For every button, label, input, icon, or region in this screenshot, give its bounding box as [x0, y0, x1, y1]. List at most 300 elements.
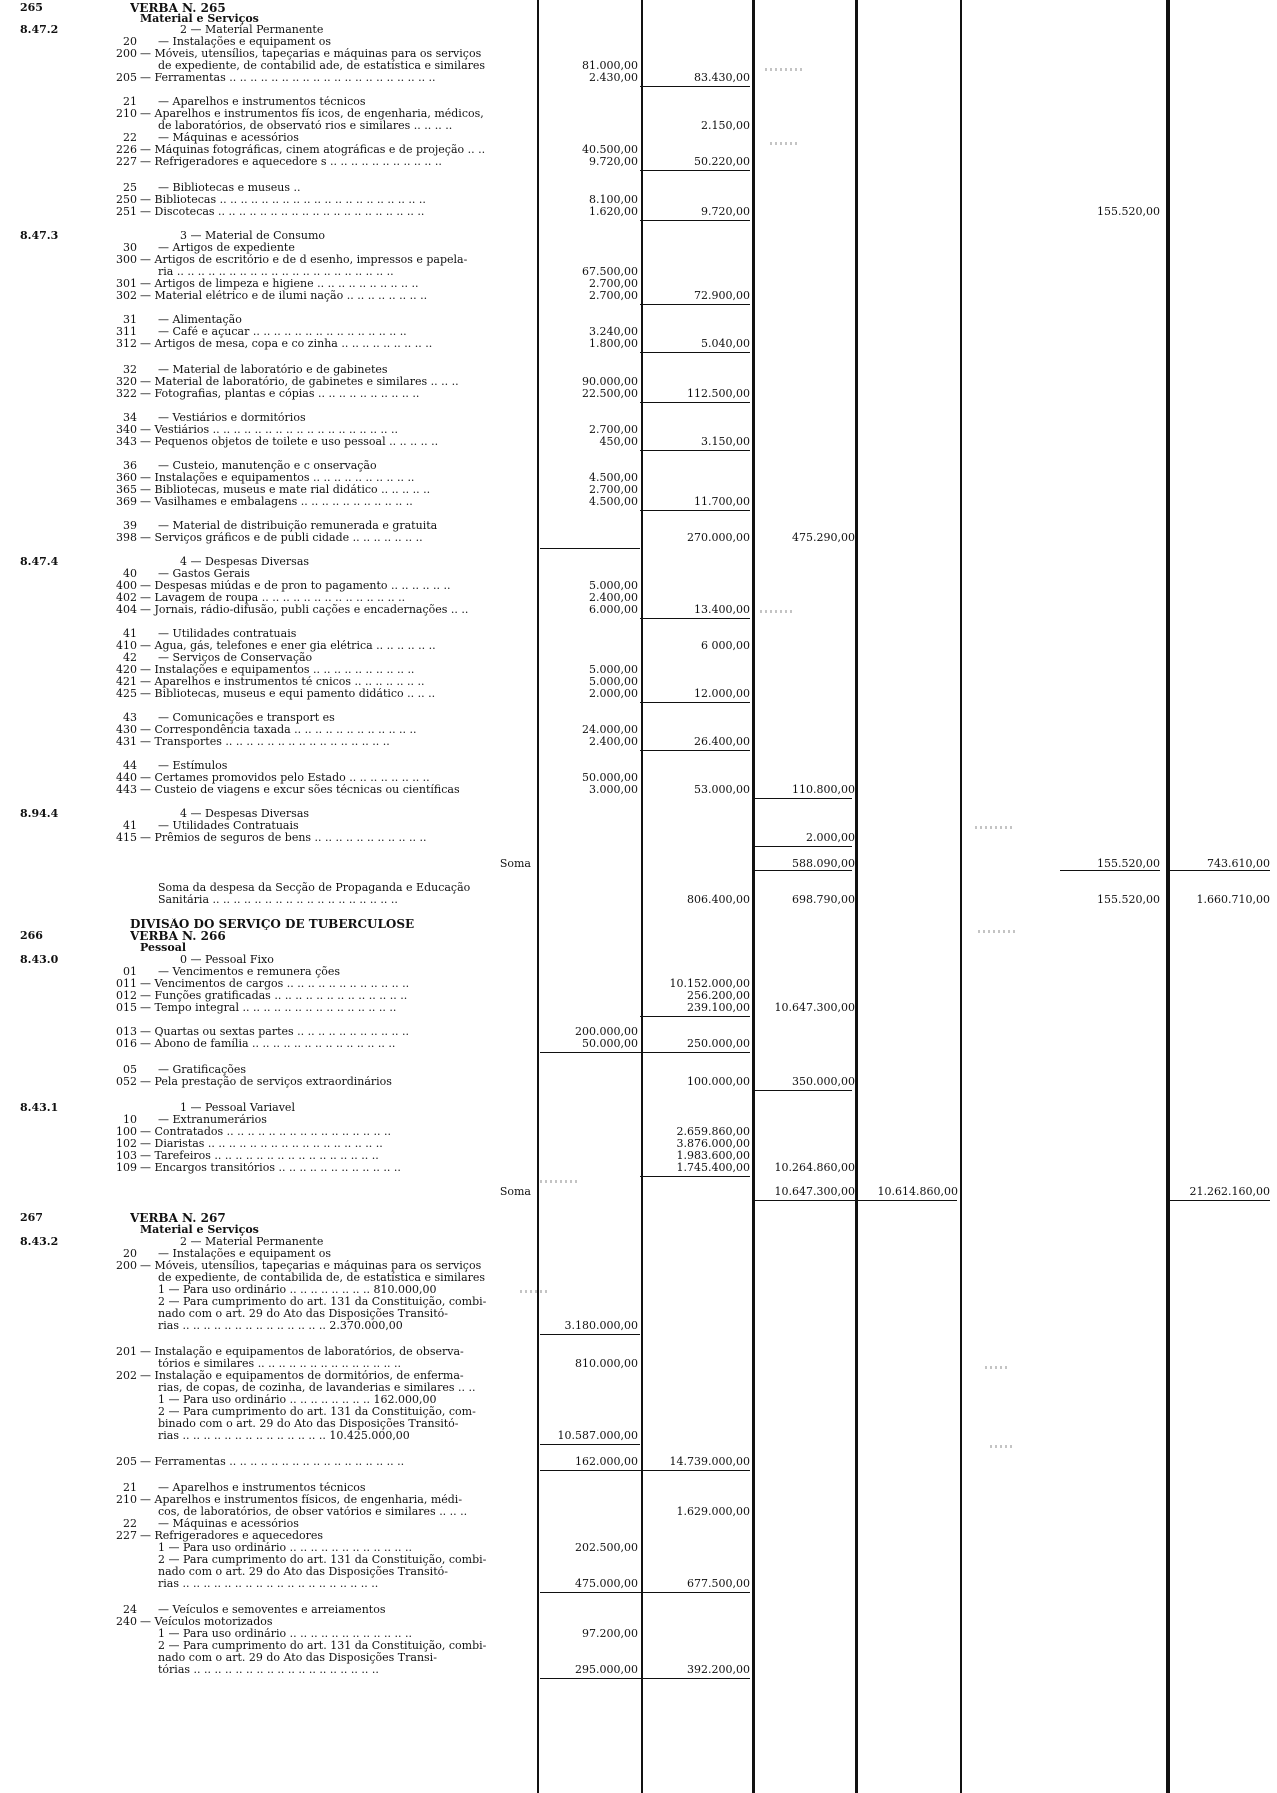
ledger-row — [0, 1284, 1277, 1296]
ledger-row — [0, 1430, 1277, 1442]
subtotal-rule — [640, 702, 750, 703]
item-description: rias .. .. .. .. .. .. .. .. .. .. .. .. .. .. .. .. .. .. .. — [158, 1578, 379, 1590]
item-code: 360 — [116, 471, 137, 484]
item-description: — Aparelhos e instrumentos fís icos, de engenharia, médicos, — [140, 108, 484, 120]
item-description: — Certames promovidos pelo Estado .. .. .. .. .. .. .. .. — [140, 772, 430, 784]
amount-v3: 10.614.860,00 — [877, 1185, 958, 1198]
ledger-row — [0, 1320, 1277, 1332]
amount-v2: 10.264.860,00 — [774, 1161, 855, 1174]
ledger-row — [0, 472, 1277, 484]
item-code: 20 — [123, 35, 137, 48]
amount-v0: 9.720,00 — [589, 155, 638, 168]
ledger-row — [0, 1026, 1277, 1038]
amount-v1: 100.000,00 — [687, 1075, 750, 1088]
ledger-row — [0, 266, 1277, 278]
item-code: 369 — [116, 495, 137, 508]
amount-v0: 50.000,00 — [582, 1037, 638, 1050]
item-code: 312 — [116, 337, 137, 350]
item-code: 320 — [116, 375, 137, 388]
item-description: 2 — Para cumprimento do art. 131 da Constituição, combi- — [158, 1296, 487, 1308]
ledger-row — [0, 460, 1277, 472]
item-description: — Bibliotecas, museus e mate rial didático .. .. .. .. .. — [140, 484, 431, 496]
scan-noise — [540, 1180, 580, 1183]
item-code: 340 — [116, 423, 137, 436]
ledger-row — [0, 1370, 1277, 1382]
amount-v2: 110.800,00 — [792, 783, 855, 796]
item-description: — Aparelhos e instrumentos técnicos — [158, 1482, 366, 1494]
ledger-row — [0, 484, 1277, 496]
ledger-row — [0, 918, 1277, 930]
item-code: 41 — [123, 627, 137, 640]
subtotal-rule — [640, 402, 750, 403]
item-code: 226 — [116, 143, 137, 156]
amount-v0: 22.500,00 — [582, 387, 638, 400]
ledger-row — [0, 1002, 1277, 1014]
ledger-row — [0, 108, 1277, 120]
item-code: 202 — [116, 1369, 137, 1382]
item-description: Soma da despesa da Secção de Propaganda e Educação — [158, 882, 471, 894]
ledger-row — [0, 820, 1277, 832]
amount-v0: 295.000,00 — [575, 1663, 638, 1676]
ledger-row — [0, 1406, 1277, 1418]
item-description: binado com o art. 29 do Ato das Disposições Transitó- — [158, 1418, 459, 1430]
ledger-row — [0, 978, 1277, 990]
section-ref: 8.43.2 — [20, 1235, 59, 1248]
ledger-row — [0, 882, 1277, 894]
ledger-row — [0, 194, 1277, 206]
subtotal-rule — [1170, 870, 1270, 871]
ledger-row — [0, 290, 1277, 302]
amount-v4: 155.520,00 — [1097, 857, 1160, 870]
ledger-row — [0, 736, 1277, 748]
item-code: 365 — [116, 483, 137, 496]
item-code: 20 — [123, 1247, 137, 1260]
amount-v0: 6.000,00 — [589, 603, 638, 616]
ledger-row — [0, 712, 1277, 724]
ledger-row — [0, 1308, 1277, 1320]
item-description: — Abono de família .. .. .. .. .. .. .. .. .. .. .. .. .. .. — [140, 1038, 396, 1050]
item-description: — Artigos de escritório e de d esenho, impressos e papela- — [140, 254, 468, 266]
scan-noise — [990, 1445, 1015, 1448]
item-code: 205 — [116, 1455, 137, 1468]
ledger-row — [0, 1542, 1277, 1554]
ledger-row — [0, 640, 1277, 652]
ledger-row — [0, 144, 1277, 156]
item-code: 240 — [116, 1615, 137, 1628]
ledger-row — [0, 1494, 1277, 1506]
amount-v0: 8.100,00 — [589, 193, 638, 206]
amount-v1: 11.700,00 — [694, 495, 750, 508]
amount-v1: 13.400,00 — [694, 603, 750, 616]
item-description: VERBA N. 267 — [130, 1212, 226, 1224]
item-code: 102 — [116, 1137, 137, 1150]
item-description: — Transportes .. .. .. .. .. .. .. .. .. .. .. .. .. .. .. .. — [140, 736, 390, 748]
item-description: de laboratórios, de observató rios e similares .. .. .. .. — [158, 120, 453, 132]
item-description: 2 — Para cumprimento do art. 131 da Constituição, combi- — [158, 1640, 487, 1652]
amount-v0: 3.180.000,00 — [564, 1319, 638, 1332]
item-description: — Correspondência taxada .. .. .. .. .. .. .. .. .. .. .. .. — [140, 724, 417, 736]
subtotal-rule — [640, 618, 750, 619]
item-code: 200 — [116, 1259, 137, 1272]
item-code: 311 — [116, 325, 137, 338]
item-description: — Tempo integral .. .. .. .. .. .. .. .. .. .. .. .. .. .. .. — [140, 1002, 397, 1014]
ledger-row — [0, 376, 1277, 388]
item-description: nado com o art. 29 do Ato das Disposições Transi- — [158, 1652, 437, 1664]
item-description: Soma — [499, 1186, 531, 1198]
ledger-row — [0, 1394, 1277, 1406]
subtotal-rule — [540, 1592, 750, 1593]
item-code: 322 — [116, 387, 137, 400]
item-description: Soma — [499, 858, 531, 870]
item-description: — Estímulos — [158, 760, 228, 772]
amount-v0: 4.500,00 — [589, 471, 638, 484]
amount-v1: 2.659.860,00 — [676, 1125, 750, 1138]
ledger-row — [0, 24, 1277, 36]
ledger-row — [0, 1296, 1277, 1308]
item-description: — Extranumerários — [158, 1114, 267, 1126]
amount-v1: 1.745.400,00 — [676, 1161, 750, 1174]
amount-v0: 5.000,00 — [589, 675, 638, 688]
amount-v0: 5.000,00 — [589, 579, 638, 592]
item-description: — Vestiários e dormitórios — [158, 412, 306, 424]
ledger-row — [0, 1616, 1277, 1628]
ledger-row — [0, 1064, 1277, 1076]
ledger-row — [0, 1162, 1277, 1174]
item-description: — Aparelhos e instrumentos físicos, de engenharia, médi- — [140, 1494, 463, 1506]
amount-v4: 155.520,00 — [1097, 205, 1160, 218]
amount-v0: 2.700,00 — [589, 423, 638, 436]
amount-v1: 3.150,00 — [701, 435, 750, 448]
item-code: 205 — [116, 71, 137, 84]
item-code: 420 — [116, 663, 137, 676]
amount-v0: 81.000,00 — [582, 59, 638, 72]
item-code: 109 — [116, 1161, 137, 1174]
amount-v1: 10.152.000,00 — [669, 977, 750, 990]
item-code: 013 — [116, 1025, 137, 1038]
amount-v0: 97.200,00 — [582, 1627, 638, 1640]
section-ref: 267 — [20, 1211, 43, 1224]
amount-v0: 810.000,00 — [575, 1357, 638, 1370]
ledger-row — [0, 1236, 1277, 1248]
item-description: — Encargos transitórios .. .. .. .. .. .. .. .. .. .. .. .. — [140, 1162, 401, 1174]
item-description: — Instalação e equipamentos de dormitórios, de enferma- — [140, 1370, 464, 1382]
ledger-row — [0, 1260, 1277, 1272]
amount-v0: 162.000,00 — [575, 1455, 638, 1468]
ledger-row — [0, 942, 1277, 954]
amount-v0: 2.700,00 — [589, 277, 638, 290]
ledger-row — [0, 1248, 1277, 1260]
ledger-row — [0, 1518, 1277, 1530]
ledger-row — [0, 72, 1277, 84]
item-code: 410 — [116, 639, 137, 652]
item-code: 32 — [123, 363, 137, 376]
amount-v4: 155.520,00 — [1097, 893, 1160, 906]
item-description: — Custeio de viagens e excur sões técnicas ou científicas — [140, 784, 460, 796]
item-code: 31 — [123, 313, 137, 326]
ledger-row — [0, 1126, 1277, 1138]
ledger-row — [0, 1664, 1277, 1676]
item-description: DIVISÃO DO SERVIÇO DE TUBERCULOSE — [130, 918, 415, 930]
item-code: 201 — [116, 1345, 137, 1358]
item-code: 016 — [116, 1037, 137, 1050]
subtotal-rule — [752, 798, 852, 799]
subtotal-rule — [752, 846, 852, 847]
amount-v1: 392.200,00 — [687, 1663, 750, 1676]
item-description: — Móveis, utensílios, tapeçarias e máquinas para os serviços — [140, 48, 482, 60]
subtotal-rule — [640, 1016, 750, 1017]
ledger-row — [0, 424, 1277, 436]
ledger-row — [0, 760, 1277, 772]
ledger-row — [0, 182, 1277, 194]
ledger-row — [0, 1038, 1277, 1050]
ledger-row — [0, 1530, 1277, 1542]
item-description: — Máquinas e acessórios — [158, 1518, 299, 1530]
item-code: 103 — [116, 1149, 137, 1162]
item-code: 01 — [123, 965, 137, 978]
ledger-row — [0, 1640, 1277, 1652]
subtotal-rule — [540, 1334, 640, 1335]
item-code: 39 — [123, 519, 137, 532]
ledger-row — [0, 1482, 1277, 1494]
ledger-row — [0, 930, 1277, 942]
amount-v1: 5.040,00 — [701, 337, 750, 350]
amount-v1: 2.150,00 — [701, 119, 750, 132]
ledger-row — [0, 604, 1277, 616]
amount-v1: 26.400,00 — [694, 735, 750, 748]
subtotal-rule — [752, 1200, 957, 1201]
item-description: — Instalações e equipament os — [158, 1248, 332, 1260]
item-description: — Jornais, rádio-difusão, publi cações e encadernações .. .. — [140, 604, 469, 616]
amount-v1: 677.500,00 — [687, 1577, 750, 1590]
item-description: rias, de copas, de cozinha, de lavanderias e similares .. .. — [158, 1382, 476, 1394]
item-description: — Artigos de mesa, copa e co zinha .. .. .. .. .. .. .. .. .. — [140, 338, 433, 350]
amount-v0: 3.000,00 — [589, 783, 638, 796]
amount-v0: 2.400,00 — [589, 735, 638, 748]
ledger-row — [0, 652, 1277, 664]
item-description: — Pequenos objetos de toilete e uso pessoal .. .. .. .. .. — [140, 436, 439, 448]
ledger-row — [0, 1114, 1277, 1126]
item-description: — Pela prestação de serviços extraordinários — [140, 1076, 392, 1088]
amount-v0: 67.500,00 — [582, 265, 638, 278]
subtotal-rule — [640, 750, 750, 751]
item-description: cos, de laboratórios, de obser vatórios e similares .. .. .. — [158, 1506, 468, 1518]
item-description: — Veículos motorizados — [140, 1616, 273, 1628]
item-code: 421 — [116, 675, 137, 688]
amount-v1: 806.400,00 — [687, 893, 750, 906]
amount-v1: 53.000,00 — [694, 783, 750, 796]
item-description: — Contratados .. .. .. .. .. .. .. .. .. .. .. .. .. .. .. .. — [140, 1126, 391, 1138]
item-description: — Refrigeradores e aquecedores — [140, 1530, 324, 1542]
item-description: Sanitária .. .. .. .. .. .. .. .. .. .. .. .. .. .. .. .. .. .. — [158, 894, 398, 906]
item-description: rias .. .. .. .. .. .. .. .. .. .. .. .. .. .. 10.425.000,00 — [158, 1430, 410, 1442]
item-code: 227 — [116, 1529, 137, 1542]
ledger-row — [0, 628, 1277, 640]
ledger-row — [0, 568, 1277, 580]
item-description: Material e Serviços — [140, 13, 259, 25]
ledger-row — [0, 894, 1277, 906]
item-description: VERBA N. 266 — [130, 930, 226, 942]
ledger-row — [0, 1138, 1277, 1150]
item-code: 302 — [116, 289, 137, 302]
item-description: — Instalação e equipamentos de laboratórios, de observa- — [140, 1346, 464, 1358]
item-code: 431 — [116, 735, 137, 748]
item-description: — Ferramentas .. .. .. .. .. .. .. .. .. .. .. .. .. .. .. .. .. — [140, 1456, 405, 1468]
item-description: Pessoal — [140, 942, 187, 954]
ledger-row — [0, 132, 1277, 144]
ledger-row — [0, 954, 1277, 966]
item-description: — Material de laboratório e de gabinetes — [158, 364, 388, 376]
item-code: 200 — [116, 47, 137, 60]
item-code: 404 — [116, 603, 137, 616]
amount-v0: 1.620,00 — [589, 205, 638, 218]
item-description: — Gastos Gerais — [158, 568, 250, 580]
ledger-row — [0, 1186, 1277, 1198]
item-code: 227 — [116, 155, 137, 168]
amount-v1: 14.739.000,00 — [669, 1455, 750, 1468]
item-description: — Despesas miúdas e de pron to pagamento .. .. .. .. .. .. — [140, 580, 451, 592]
ledger-row — [0, 496, 1277, 508]
ledger-row — [0, 724, 1277, 736]
section-ref: 8.47.4 — [20, 555, 59, 568]
ledger-row — [0, 96, 1277, 108]
item-code: 34 — [123, 411, 137, 424]
ledger-row — [0, 48, 1277, 60]
amount-v2: 10.647.300,00 — [774, 1185, 855, 1198]
item-description: — Bibliotecas e museus .. — [158, 182, 301, 194]
amount-v0: 2.400,00 — [589, 591, 638, 604]
item-description: — Vestiários .. .. .. .. .. .. .. .. .. .. .. .. .. .. .. .. .. .. — [140, 424, 398, 436]
amount-v0: 450,00 — [599, 435, 638, 448]
subtotal-rule — [540, 1678, 750, 1679]
ledger-row — [0, 242, 1277, 254]
ledger-row — [0, 338, 1277, 350]
ledger-row — [0, 278, 1277, 290]
item-code: 443 — [116, 783, 137, 796]
ledger-row — [0, 206, 1277, 218]
item-description: — Artigos de limpeza e higiene .. .. .. .. .. .. .. .. .. .. — [140, 278, 419, 290]
ledger-row — [0, 1506, 1277, 1518]
item-code: 40 — [123, 567, 137, 580]
item-description: nado com o art. 29 do Ato das Disposições Transitó- — [158, 1566, 448, 1578]
amount-v0: 90.000,00 — [582, 375, 638, 388]
item-description: — Vencimentos e remunera ções — [158, 966, 341, 978]
item-code: 22 — [123, 131, 137, 144]
item-code: 415 — [116, 831, 137, 844]
amount-v0: 4.500,00 — [589, 495, 638, 508]
ledger-row — [0, 592, 1277, 604]
amount-v2: 2.000,00 — [806, 831, 855, 844]
item-description: 4 — Despesas Diversas — [180, 808, 310, 820]
ledger-row — [0, 1652, 1277, 1664]
item-description: — Diaristas .. .. .. .. .. .. .. .. .. .. .. .. .. .. .. .. .. — [140, 1138, 383, 1150]
subtotal-rule — [640, 170, 750, 171]
item-description: — Vasilhames e embalagens .. .. .. .. .. .. .. .. .. .. .. — [140, 496, 413, 508]
section-ref: 266 — [20, 929, 43, 942]
ledger-row — [0, 36, 1277, 48]
section-ref: 265 — [20, 1, 43, 14]
item-description: — Máquinas e acessórios — [158, 132, 299, 144]
ledger-row — [0, 1566, 1277, 1578]
item-description: 2 — Material Permanente — [180, 24, 324, 36]
item-code: 398 — [116, 531, 137, 544]
amount-v0: 2.000,00 — [589, 687, 638, 700]
item-description: — Refrigeradores e aquecedore s .. .. .. .. .. .. .. .. .. .. .. — [140, 156, 442, 168]
item-code: 251 — [116, 205, 137, 218]
item-description: 1 — Para uso ordinário .. .. .. .. .. .. .. .. .. .. .. .. — [158, 1542, 412, 1554]
ledger-row — [0, 532, 1277, 544]
item-code: 22 — [123, 1517, 137, 1530]
item-code: 343 — [116, 435, 137, 448]
item-code: 400 — [116, 579, 137, 592]
item-description: 2 — Para cumprimento do art. 131 da Constituição, com- — [158, 1406, 476, 1418]
item-description: — Água, gás, telefones e ener gia elétrica .. .. .. .. .. .. — [140, 640, 436, 652]
section-ref: 8.43.1 — [20, 1101, 59, 1114]
item-code: 012 — [116, 989, 137, 1002]
item-description: — Instalações e equipament os — [158, 36, 332, 48]
item-code: 430 — [116, 723, 137, 736]
item-description: — Vencimentos de cargos .. .. .. .. .. .. .. .. .. .. .. .. — [140, 978, 410, 990]
item-code: 210 — [116, 107, 137, 120]
item-description: — Bibliotecas, museus e equi pamento didático .. .. .. — [140, 688, 436, 700]
ledger-row — [0, 156, 1277, 168]
subtotal-rule — [540, 548, 640, 549]
item-description: — Artigos de expediente — [158, 242, 295, 254]
item-code: 42 — [123, 651, 137, 664]
amount-v0: 2.430,00 — [589, 71, 638, 84]
ledger-row — [0, 1604, 1277, 1616]
amount-v1: 270.000,00 — [687, 531, 750, 544]
item-description: — Serviços gráficos e de publi cidade .. .. .. .. .. .. .. — [140, 532, 423, 544]
item-description: — Serviços de Conservação — [158, 652, 313, 664]
amount-v2: 350.000,00 — [792, 1075, 855, 1088]
item-description: — Aparelhos e instrumentos técnicos — [158, 96, 366, 108]
amount-v5: 743.610,00 — [1207, 857, 1270, 870]
item-code: 210 — [116, 1493, 137, 1506]
ledger-row — [0, 580, 1277, 592]
item-description: — Custeio, manutenção e c onservação — [158, 460, 377, 472]
ledger-row — [0, 664, 1277, 676]
item-description: — Fotografias, plantas e cópias .. .. .. .. .. .. .. .. .. .. — [140, 388, 420, 400]
amount-v0: 40.500,00 — [582, 143, 638, 156]
amount-v5: 1.660.710,00 — [1196, 893, 1270, 906]
subtotal-rule — [1060, 870, 1160, 871]
item-code: 300 — [116, 253, 137, 266]
subtotal-rule — [640, 450, 750, 451]
subtotal-rule — [640, 304, 750, 305]
item-description: — Material elétrico e de ilumi nação .. .. .. .. .. .. .. .. — [140, 290, 428, 302]
amount-v0: 5.000,00 — [589, 663, 638, 676]
item-description: — Lavagem de roupa .. .. .. .. .. .. .. .. .. .. .. .. .. .. — [140, 592, 406, 604]
ledger-row — [0, 120, 1277, 132]
item-code: 425 — [116, 687, 137, 700]
item-description: tórias .. .. .. .. .. .. .. .. .. .. .. .. .. .. .. .. .. .. — [158, 1664, 379, 1676]
ledger-row — [0, 326, 1277, 338]
item-code: 41 — [123, 819, 137, 832]
ledger-row — [0, 1382, 1277, 1394]
item-code: 011 — [116, 977, 137, 990]
subtotal-rule — [640, 510, 750, 511]
subtotal-rule — [540, 1052, 640, 1053]
amount-v1: 256.200,00 — [687, 989, 750, 1002]
item-description: — Prêmios de seguros de bens .. .. .. .. .. .. .. .. .. .. .. — [140, 832, 427, 844]
subtotal-rule — [640, 1176, 750, 1177]
item-description: 2 — Para cumprimento do art. 131 da Constituição, combi- — [158, 1554, 487, 1566]
subtotal-rule — [640, 220, 750, 221]
ledger-row — [0, 556, 1277, 568]
item-description: — Café e açucar .. .. .. .. .. .. .. .. .. .. .. .. .. .. .. — [158, 326, 407, 338]
subtotal-rule — [752, 870, 852, 871]
amount-v1: 50.220,00 — [694, 155, 750, 168]
